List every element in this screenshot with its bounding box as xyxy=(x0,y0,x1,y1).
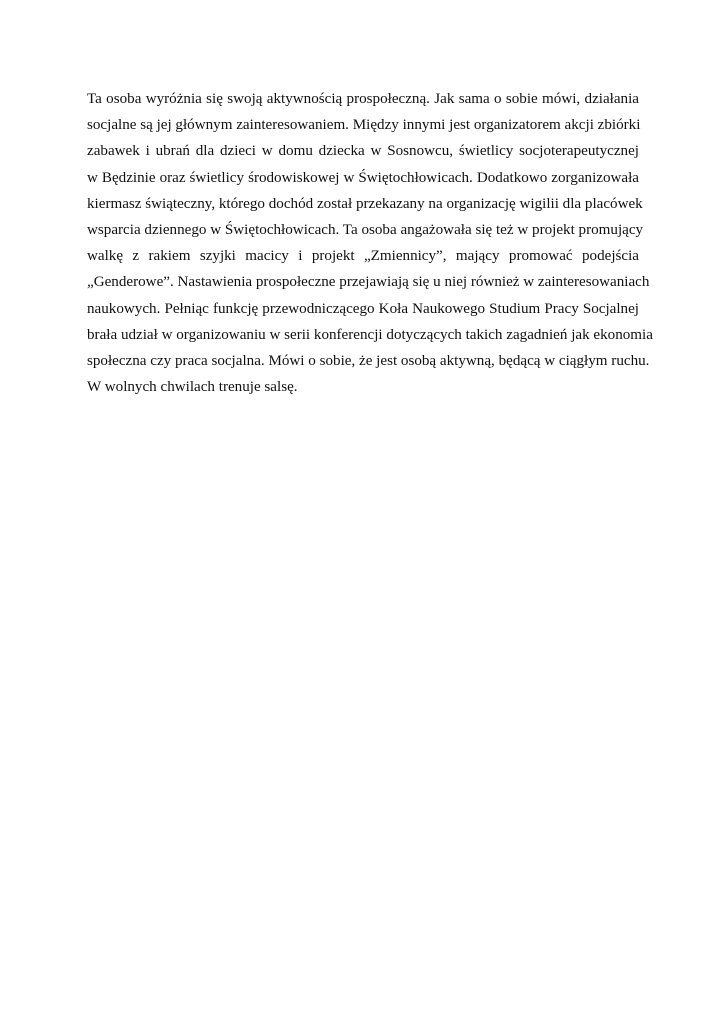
paragraph-line: W wolnych chwilach trenuje salsę. xyxy=(87,379,298,396)
paragraph-line: walkę z rakiem szyjki macicy i projekt „Zmiennicy”, mający promować podejścia xyxy=(87,248,639,265)
paragraph-line: „Genderowe”. Nastawienia prospołeczne przejawiają się u niej również w zainteresowaniach xyxy=(87,274,650,291)
paragraph-line: kiermasz świąteczny, którego dochód został przekazany na organizację wigilii dla placówek xyxy=(87,195,643,212)
paragraph-line: w Będzinie oraz świetlicy środowiskowej w Świętochłowicach. Dodatkowo zorganizowała xyxy=(87,169,639,186)
paragraph-line: wsparcia dziennego w Świętochłowicach. Ta osoba angażowała się też w projekt promujący xyxy=(87,221,644,238)
paragraph-line: brała udział w organizowaniu w serii konferencji dotyczących takich zagadnień jak ekonomia xyxy=(87,326,653,343)
body-paragraph xyxy=(87,86,653,400)
paragraph-line: socjalne są jej głównym zainteresowaniem. Między innymi jest organizatorem akcji zbiórki xyxy=(87,117,641,134)
paragraph-line: naukowych. Pełniąc funkcję przewodniczącego Koła Naukowego Studium Pracy Socjalnej xyxy=(87,300,639,317)
paragraph-line: zabawek i ubrań dla dzieci w domu dziecka w Sosnowcu, świetlicy socjoterapeutycznej xyxy=(87,143,639,160)
paragraph-line: Ta osoba wyróżnia się swoją aktywnością prospołeczną. Jak sama o sobie mówi, działania xyxy=(87,91,639,107)
paragraph-line: społeczna czy praca socjalna. Mówi o sobie, że jest osobą aktywną, będącą w ciągłym ruchu. xyxy=(87,352,650,369)
